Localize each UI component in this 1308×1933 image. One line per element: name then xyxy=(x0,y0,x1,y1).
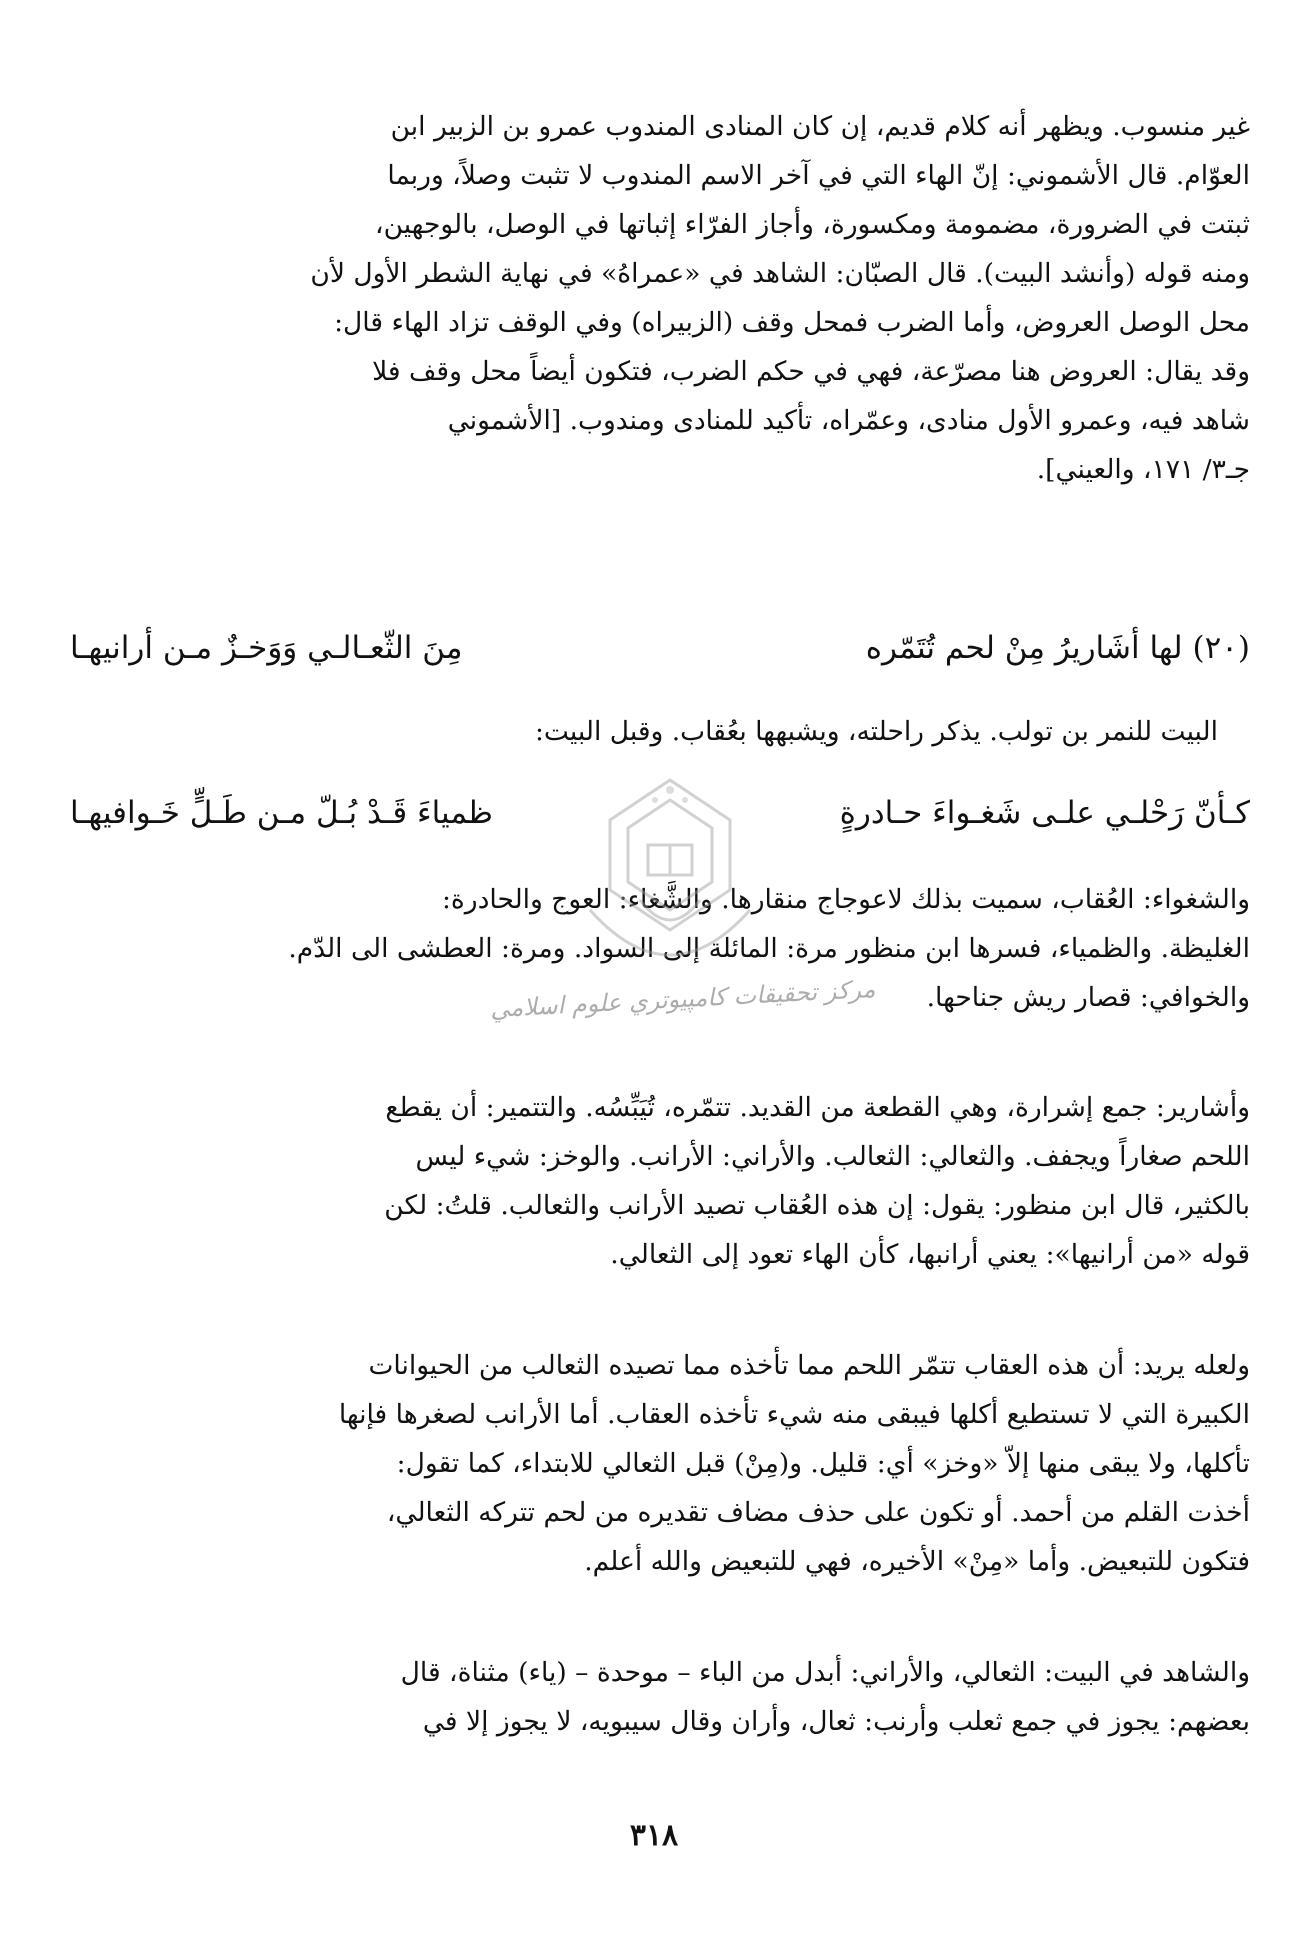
text-line: ولعله يريد: أن هذه العقاب تتمّر اللحم مما تأخذه مما تصيده الثعالب من الحيوانات xyxy=(368,1350,1250,1381)
text-line: والخوافي: قصار ريش جناحها. xyxy=(926,982,1250,1013)
verse-hemistich-second: ظمياءَ قَـدْ بُـلّ مـن طَـلٍّ خَـوافيهـا xyxy=(70,795,493,831)
page-number: ٣١٨ xyxy=(629,1818,679,1853)
text-line: والشغواء: العُقاب، سميت بذلك لاعوجاج منقارها. والشَّغاء: العوج والحادرة: xyxy=(441,884,1250,915)
text-line: جـ٣/ ١٧١، والعيني]. xyxy=(1036,454,1250,485)
paragraph-1 xyxy=(58,102,1250,494)
verse-hemistich-first: (٢٠) لها أشَاريرُ مِنْ لحم تُتَمّره xyxy=(865,630,1250,666)
text-line: بالكثير، قال ابن منظور: يقول: إن هذه العُقاب تصيد الأرانب والثعالب. قلتُ: لكن xyxy=(384,1190,1250,1221)
text-line: شاهد فيه، وعمرو الأول منادى، وعمّراه، تأكيد للمنادى ومندوب. [الأشموني xyxy=(447,405,1250,436)
paragraph-3 xyxy=(58,1083,1250,1279)
text-line: تأكلها، ولا يبقى منها إلاّ «وخز» أي: قليل. و(مِنْ) قبل الثعالي للابتداء، كما تقول: xyxy=(396,1448,1250,1479)
text-line: والشاهد في البيت: الثعالي، والأراني: أبدل من الباء – موحدة – (ياء) مثناة، قال xyxy=(400,1657,1250,1688)
verse-hemistich-second: مِنَ الثّعـالـي وَوَخـزٌ مـن أرانيهـا xyxy=(70,630,463,666)
text-line: اللحم صغاراً ويجفف. والثعالي: الثعالب. والأراني: الأرانب. والوخز: شيء ليس xyxy=(415,1141,1250,1172)
text-line: بعضهم: يجوز في جمع ثعلب وأرنب: ثعال، وأران وقال سيبويه، لا يجوز إلا في xyxy=(422,1706,1250,1737)
preceding-verse xyxy=(70,785,1250,841)
verse-attribution: البيت للنمر بن تولب. يذكر راحلته، ويشبهها بعُقاب. وقبل البيت: xyxy=(534,716,1218,747)
text-line: ومنه قوله (وأنشد البيت). قال الصبّان: الشاهد في «عمراهُ» في نهاية الشطر الأول لأن xyxy=(310,258,1250,289)
text-line: فتكون للتبعيض. وأما «مِنْ» الأخيره، فهي للتبعيض والله أعلم. xyxy=(584,1546,1250,1577)
paragraph-4 xyxy=(58,1341,1250,1586)
text-line: غير منسوب. ويظهر أنه كلام قديم، إن كان المنادى المندوب عمرو بن الزبير ابن xyxy=(390,111,1250,142)
text-line: وقد يقال: العروض هنا مصرّعة، فهي في حكم الضرب، فتكون أيضاً محل وقف فلا xyxy=(372,356,1250,387)
verse-20 xyxy=(70,620,1250,676)
text-line: أخذت القلم من أحمد. أو تكون على حذف مضاف تقديره من لحم تتركه الثعالي، xyxy=(386,1497,1250,1528)
text-line: الكبيرة التي لا تستطيع أكلها فيبقى منه شيء تأخذه العقاب. أما الأرانب لصغرها فإنها xyxy=(338,1399,1250,1430)
text-line: الغليظة. والظمياء، فسرها ابن منظور مرة: المائلة إلى السواد. ومرة: العطشى الى الدّم. xyxy=(288,933,1250,964)
paragraph-5 xyxy=(58,1648,1250,1746)
text-line: محل الوصل العروض، وأما الضرب فمحل وقف (الزبيراه) وفي الوقف تزاد الهاء قال: xyxy=(334,307,1250,338)
verse-hemistich-first: كـأنّ رَحْلـي علـى شَغـواءَ حـادرةٍ xyxy=(839,795,1250,831)
watermark-text: مركز تحقيقات كامپيوتري علوم اسلامي xyxy=(489,974,877,1024)
text-line: وأشارير: جمع إشرارة، وهي القطعة من القديد. تتمّره، تُيَبِّسُه. والتتمير: أن يقطع xyxy=(385,1092,1250,1123)
text-line: ثبتت في الضرورة، مضمومة ومكسورة، وأجاز الفرّاء إثباتها في الوصل، بالوجهين، xyxy=(375,209,1250,240)
text-line: قوله «من أرانيها»: يعني أرانبها، كأن الهاء تعود إلى الثعالي. xyxy=(610,1239,1250,1270)
text-line: العوّام. قال الأشموني: إنّ الهاء التي في آخر الاسم المندوب لا تثبت وصلاً، وربما xyxy=(387,160,1250,191)
